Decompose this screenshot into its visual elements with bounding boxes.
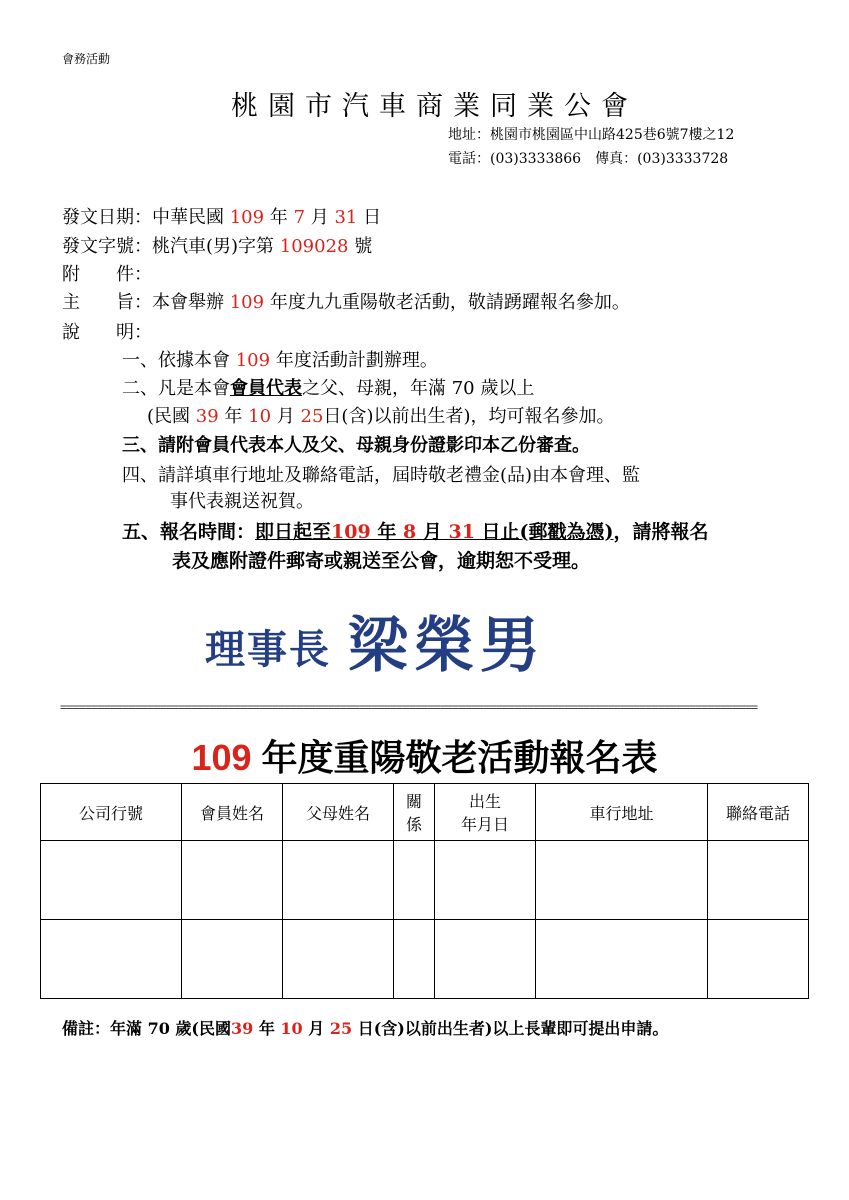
note-pre: 備註：年滿 70 歲(民國 <box>62 1019 231 1038</box>
cell-address[interactable] <box>536 920 708 999</box>
item-5-day: 31 <box>448 521 475 543</box>
item-2-post: 之父、母親，年滿 70 歲以上 <box>302 378 535 399</box>
header-relation-2: 係 <box>405 815 422 834</box>
item-2-continued <box>147 402 615 428</box>
issue-date-year: 109 <box>229 207 265 228</box>
doc-number-value: 109028 <box>279 236 349 257</box>
note-post: 日(含)以前出生者)以上長輩即可提出申請。 <box>357 1019 669 1038</box>
header-birthdate <box>435 784 536 841</box>
doc-number-label: 發文字號：桃汽車(男)字第 <box>62 236 275 257</box>
header-member-name: 會員姓名 <box>182 784 283 841</box>
doc-number-unit: 號 <box>354 236 373 257</box>
item-5 <box>122 517 709 544</box>
header-relation <box>394 784 435 841</box>
item-5-year: 109 <box>331 521 371 543</box>
item-1-pre: 一、依據本會 <box>122 350 230 371</box>
table-row <box>41 841 809 920</box>
note-day: 25 <box>329 1019 353 1038</box>
cell-company[interactable] <box>41 920 182 999</box>
table-row <box>41 920 809 999</box>
cell-company[interactable] <box>41 841 182 920</box>
footnote <box>62 1016 668 1039</box>
item-5-deadline <box>255 521 614 543</box>
cell-address[interactable] <box>536 841 708 920</box>
doc-number <box>62 232 372 258</box>
cell-member-name[interactable] <box>182 841 283 920</box>
note-u1: 年 <box>258 1019 275 1038</box>
item-5-month: 8 <box>402 521 417 543</box>
attachment-row: 附 件： <box>62 264 152 285</box>
header-birthdate-1: 出生 <box>468 792 501 811</box>
item-2b-year: 39 <box>195 406 219 427</box>
cell-phone[interactable] <box>708 841 809 920</box>
description-label: 說 明： <box>62 322 152 343</box>
item-1-year: 109 <box>235 350 271 371</box>
cell-member-name[interactable] <box>182 920 283 999</box>
item-5-u4: 日止(郵戳為憑) <box>481 521 614 543</box>
subject-row <box>62 288 630 314</box>
form-title <box>0 730 849 781</box>
issue-date-month-unit: 月 <box>310 207 329 228</box>
header-parent-name: 父母姓名 <box>283 784 394 841</box>
form-title-year: 109 <box>191 737 252 778</box>
subject-year: 109 <box>229 292 265 313</box>
item-3: 三、請附會員代表本人及父、母親身份證影印本乙份審查。 <box>122 435 590 456</box>
item-5-u3: 月 <box>422 521 442 543</box>
org-address: 地址：桃園市桃園區中山路425巷6號7樓之12 <box>448 127 735 143</box>
item-5-u2: 年 <box>377 521 397 543</box>
item-4-continued: 事代表親送祝賀。 <box>170 491 314 512</box>
header-phone: 聯絡電話 <box>708 784 809 841</box>
item-2 <box>122 374 534 400</box>
cell-relation[interactable] <box>394 841 435 920</box>
header-relation-1: 關 <box>405 792 422 811</box>
signature-name: 梁榮男 <box>348 611 546 681</box>
form-title-text: 年度重陽敬老活動報名表 <box>251 737 658 778</box>
issue-date-year-unit: 年 <box>269 207 288 228</box>
cell-parent-name[interactable] <box>283 841 394 920</box>
cell-birthdate[interactable] <box>435 841 536 920</box>
item-4: 四、請詳填車行地址及聯絡電話，屆時敬老禮金(品)由本會理、監 <box>122 465 641 486</box>
item-2-pre: 二、凡是本會 <box>122 378 230 399</box>
cell-parent-name[interactable] <box>283 920 394 999</box>
item-5-pre: 五、報名時間： <box>122 521 256 543</box>
item-2b-day: 25 <box>300 406 324 427</box>
header-company: 公司行號 <box>41 784 182 841</box>
issue-date-day: 31 <box>334 207 358 228</box>
item-2b-month: 10 <box>248 406 272 427</box>
item-5-post: ，請將報名 <box>613 521 709 543</box>
cell-birthdate[interactable] <box>435 920 536 999</box>
header-address: 車行地址 <box>536 784 708 841</box>
issue-date <box>62 203 381 229</box>
item-2-emphasis: 會員代表 <box>230 378 302 399</box>
section-divider: ================================================================================================================ <box>60 700 758 714</box>
subject-label: 主 旨：本會舉辦 <box>62 292 224 313</box>
org-title: 桃園市汽車商業同業公會 <box>231 91 638 122</box>
item-1 <box>122 346 438 372</box>
cell-relation[interactable] <box>394 920 435 999</box>
item-5-ul1: 即日起至 <box>255 521 332 543</box>
subject-text: 年度九九重陽敬老活動，敬請踴躍報名參加。 <box>269 292 630 313</box>
note-u2: 月 <box>308 1019 325 1038</box>
signature-title: 理事長 <box>205 626 331 673</box>
registration-table <box>40 783 809 999</box>
org-phone-fax: 電話：(03)3333866 傳真：(03)3333728 <box>448 151 729 167</box>
cell-phone[interactable] <box>708 920 809 999</box>
table-header-row <box>41 784 809 841</box>
header-tag: 會務活動 <box>62 52 111 66</box>
item-1-post: 年度活動計劃辦理。 <box>275 350 438 371</box>
issue-date-month: 7 <box>293 207 306 228</box>
item-5-continued: 表及應附證件郵寄或親送至公會，逾期恕不受理。 <box>172 550 591 572</box>
item-2b-u1: 年 <box>224 406 243 427</box>
note-year: 39 <box>230 1019 254 1038</box>
item-2b-u2: 月 <box>276 406 295 427</box>
issue-date-day-unit: 日 <box>363 207 382 228</box>
note-month: 10 <box>280 1019 303 1038</box>
issue-date-label: 發文日期：中華民國 <box>62 207 224 228</box>
item-2b-post: 日(含)以前出生者)，均可報名參加。 <box>323 406 615 427</box>
item-2b-pre: (民國 <box>147 406 191 427</box>
header-birthdate-2: 年月日 <box>460 815 509 834</box>
